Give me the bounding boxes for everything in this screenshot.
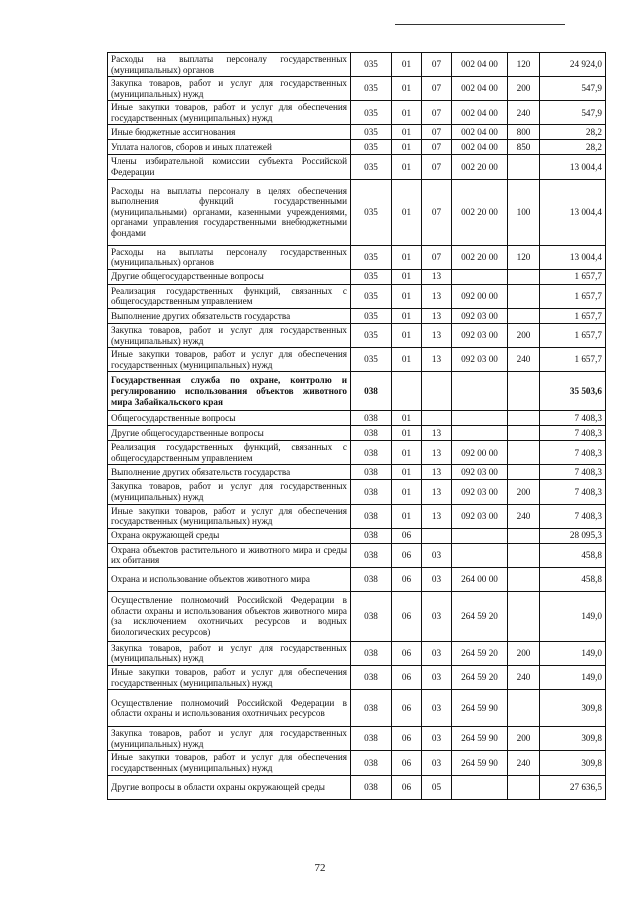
top-rule [395,24,565,25]
code-expense-type [508,567,540,591]
row-name: Общегосударственные вопросы [108,411,351,426]
code-podrazdel: 03 [422,690,452,727]
code-expense-type: 200 [508,480,540,504]
table-row [108,155,606,179]
table-row [108,269,606,284]
row-name: Реализация государственных функций, связанных с общегосударственным управлением [108,441,351,465]
row-amount: 7 408,3 [540,411,606,426]
code-target-article [452,269,508,284]
row-name: Закупка товаров, работ и услуг для государственных (муниципальных) нужд [108,77,351,101]
table-row [108,426,606,441]
code-razdel: 06 [392,690,422,727]
code-ved: 035 [351,269,392,284]
code-razdel: 01 [392,411,422,426]
code-ved: 035 [351,348,392,372]
code-target-article: 264 59 20 [452,666,508,690]
code-podrazdel: 03 [422,591,452,641]
code-razdel: 01 [392,155,422,179]
code-expense-type [508,155,540,179]
row-name: Закупка товаров, работ и услуг для государственных (муниципальных) нужд [108,323,351,347]
code-target-article: 002 20 00 [452,245,508,269]
row-name: Осуществление полномочий Российской Федерации в области охраны и использования охотничьих ресурсов [108,690,351,727]
code-ved: 035 [351,179,392,245]
table-row [108,53,606,77]
table-row [108,179,606,245]
code-expense-type: 240 [508,504,540,528]
row-amount: 28 095,3 [540,528,606,543]
row-amount: 13 004,4 [540,245,606,269]
table-row [108,77,606,101]
row-name: Охрана окружающей среды [108,528,351,543]
row-amount: 7 408,3 [540,441,606,465]
row-amount: 309,8 [540,690,606,727]
code-target-article: 264 59 20 [452,591,508,641]
code-target-article: 002 04 00 [452,77,508,101]
code-ved: 038 [351,543,392,567]
code-target-article [452,411,508,426]
code-ved: 035 [351,125,392,140]
row-name: Иные закупки товаров, работ и услуг для обеспечения государственных (муниципальных) нужд [108,504,351,528]
table-row [108,372,606,411]
row-amount: 149,0 [540,666,606,690]
code-ved: 038 [351,465,392,480]
row-amount: 28,2 [540,140,606,155]
code-podrazdel: 03 [422,567,452,591]
row-name: Уплата налогов, сборов и иных платежей [108,140,351,155]
row-name: Выполнение других обязательств государства [108,465,351,480]
table-row [108,465,606,480]
row-amount: 24 924,0 [540,53,606,77]
code-ved: 038 [351,751,392,775]
code-podrazdel: 13 [422,323,452,347]
code-expense-type: 240 [508,666,540,690]
code-ved: 035 [351,101,392,125]
row-amount: 547,9 [540,101,606,125]
row-amount: 27 636,5 [540,775,606,799]
code-razdel: 01 [392,308,422,323]
table-row [108,666,606,690]
code-expense-type: 100 [508,179,540,245]
code-target-article: 002 20 00 [452,155,508,179]
row-name: Осуществление полномочий Российской Федерации в области охраны и использования объектов животного мира (за исключением охотничьих ресурсов и водных биологических ресурсов) [108,591,351,641]
row-amount: 7 408,3 [540,426,606,441]
code-target-article: 264 59 90 [452,690,508,727]
row-amount: 7 408,3 [540,465,606,480]
code-razdel: 01 [392,77,422,101]
code-podrazdel: 07 [422,140,452,155]
row-amount: 547,9 [540,77,606,101]
table-row [108,543,606,567]
code-podrazdel [422,411,452,426]
code-razdel: 06 [392,591,422,641]
table-row [108,504,606,528]
code-ved: 038 [351,528,392,543]
code-target-article: 092 03 00 [452,308,508,323]
code-podrazdel: 13 [422,504,452,528]
code-razdel: 01 [392,125,422,140]
code-target-article [452,528,508,543]
code-razdel: 01 [392,53,422,77]
code-target-article: 002 04 00 [452,140,508,155]
row-amount: 309,8 [540,751,606,775]
row-amount: 28,2 [540,125,606,140]
row-amount: 149,0 [540,591,606,641]
code-target-article: 092 03 00 [452,348,508,372]
code-target-article: 092 00 00 [452,284,508,308]
table-row [108,727,606,751]
code-expense-type [508,591,540,641]
row-name: Расходы на выплаты персоналу государственных (муниципальных) органов [108,245,351,269]
code-razdel: 01 [392,465,422,480]
code-ved: 035 [351,308,392,323]
code-podrazdel: 13 [422,465,452,480]
code-ved: 038 [351,591,392,641]
code-razdel [392,372,422,411]
row-name: Члены избирательной комиссии субъекта Российской Федерации [108,155,351,179]
code-podrazdel [422,372,452,411]
code-razdel: 01 [392,441,422,465]
table-row [108,480,606,504]
code-expense-type [508,269,540,284]
budget-table [107,52,606,800]
code-ved: 038 [351,690,392,727]
code-podrazdel: 07 [422,77,452,101]
code-razdel: 01 [392,179,422,245]
code-target-article: 092 00 00 [452,441,508,465]
code-target-article: 264 59 90 [452,751,508,775]
row-amount: 7 408,3 [540,504,606,528]
table-row [108,348,606,372]
code-expense-type: 200 [508,77,540,101]
code-expense-type: 850 [508,140,540,155]
code-target-article: 092 03 00 [452,465,508,480]
code-ved: 038 [351,480,392,504]
table-row [108,567,606,591]
code-target-article: 092 03 00 [452,480,508,504]
row-name: Расходы на выплаты персоналу государственных (муниципальных) органов [108,53,351,77]
row-name: Закупка товаров, работ и услуг для государственных (муниципальных) нужд [108,727,351,751]
table-row [108,528,606,543]
table-row [108,591,606,641]
code-target-article: 092 03 00 [452,504,508,528]
row-name: Охрана и использование объектов животного мира [108,567,351,591]
code-target-article: 002 20 00 [452,179,508,245]
code-expense-type [508,543,540,567]
code-podrazdel: 07 [422,179,452,245]
code-expense-type: 240 [508,348,540,372]
code-razdel: 01 [392,140,422,155]
row-name: Иные закупки товаров, работ и услуг для обеспечения государственных (муниципальных) нужд [108,751,351,775]
table-row [108,690,606,727]
row-name: Иные закупки товаров, работ и услуг для обеспечения государственных (муниципальных) нужд [108,101,351,125]
code-expense-type [508,284,540,308]
row-amount: 1 657,7 [540,269,606,284]
code-target-article [452,426,508,441]
row-name: Охрана объектов растительного и животного мира и среды их обитания [108,543,351,567]
row-amount: 458,8 [540,543,606,567]
code-ved: 035 [351,140,392,155]
code-razdel: 01 [392,504,422,528]
code-ved: 038 [351,666,392,690]
code-ved: 035 [351,245,392,269]
row-amount: 13 004,4 [540,155,606,179]
code-razdel: 06 [392,543,422,567]
code-expense-type [508,465,540,480]
code-expense-type [508,411,540,426]
row-amount: 35 503,6 [540,372,606,411]
code-razdel: 01 [392,269,422,284]
row-name: Расходы на выплаты персоналу в целях обеспечения выполнения функций государственными (муниципальными) органами, казенными учреждениями, органами управления государственными внебюджетными фондами [108,179,351,245]
code-expense-type [508,775,540,799]
row-name: Государственная служба по охране, контролю и регулированию использования объектов животного мира Забайкальского края [108,372,351,411]
row-name: Другие общегосударственные вопросы [108,269,351,284]
code-razdel: 01 [392,284,422,308]
code-ved: 035 [351,77,392,101]
table-row [108,441,606,465]
code-target-article: 092 03 00 [452,323,508,347]
row-amount: 1 657,7 [540,308,606,323]
code-expense-type: 240 [508,101,540,125]
code-razdel: 06 [392,528,422,543]
code-podrazdel: 13 [422,480,452,504]
row-amount: 309,8 [540,727,606,751]
row-amount: 13 004,4 [540,179,606,245]
code-podrazdel: 13 [422,284,452,308]
code-expense-type: 240 [508,751,540,775]
code-target-article [452,543,508,567]
table-row [108,308,606,323]
code-podrazdel: 03 [422,727,452,751]
code-ved: 038 [351,441,392,465]
code-ved: 035 [351,323,392,347]
row-amount: 1 657,7 [540,323,606,347]
code-podrazdel: 03 [422,666,452,690]
code-expense-type [508,372,540,411]
row-amount: 458,8 [540,567,606,591]
code-podrazdel: 03 [422,751,452,775]
code-razdel: 01 [392,323,422,347]
code-expense-type [508,308,540,323]
code-ved: 038 [351,775,392,799]
code-target-article: 264 00 00 [452,567,508,591]
row-name: Иные бюджетные ассигнования [108,125,351,140]
table-row [108,284,606,308]
code-ved: 038 [351,727,392,751]
code-target-article [452,372,508,411]
row-amount: 1 657,7 [540,348,606,372]
table-row [108,140,606,155]
code-ved: 038 [351,641,392,665]
row-amount: 149,0 [540,641,606,665]
code-ved: 038 [351,567,392,591]
row-amount: 1 657,7 [540,284,606,308]
code-podrazdel: 07 [422,101,452,125]
code-ved: 035 [351,155,392,179]
row-name: Закупка товаров, работ и услуг для государственных (муниципальных) нужд [108,480,351,504]
code-razdel: 06 [392,567,422,591]
code-target-article [452,775,508,799]
code-ved: 038 [351,372,392,411]
table-row [108,245,606,269]
code-razdel: 01 [392,426,422,441]
budget-table-body [108,53,606,800]
code-expense-type [508,528,540,543]
table-row [108,641,606,665]
code-podrazdel: 07 [422,125,452,140]
page-number: 72 [314,862,326,874]
table-row [108,125,606,140]
code-podrazdel: 03 [422,543,452,567]
code-expense-type: 200 [508,641,540,665]
code-podrazdel: 07 [422,245,452,269]
code-podrazdel: 13 [422,426,452,441]
table-row [108,323,606,347]
code-target-article: 002 04 00 [452,125,508,140]
code-razdel: 06 [392,727,422,751]
code-razdel: 06 [392,641,422,665]
code-ved: 038 [351,504,392,528]
code-razdel: 01 [392,480,422,504]
code-expense-type [508,690,540,727]
code-expense-type: 800 [508,125,540,140]
code-podrazdel: 07 [422,53,452,77]
row-name: Закупка товаров, работ и услуг для государственных (муниципальных) нужд [108,641,351,665]
row-name: Выполнение других обязательств государства [108,308,351,323]
row-amount: 7 408,3 [540,480,606,504]
code-podrazdel: 13 [422,348,452,372]
code-ved: 035 [351,53,392,77]
row-name: Другие вопросы в области охраны окружающей среды [108,775,351,799]
row-name: Иные закупки товаров, работ и услуг для обеспечения государственных (муниципальных) нужд [108,348,351,372]
code-ved: 035 [351,284,392,308]
code-expense-type [508,426,540,441]
code-target-article: 264 59 90 [452,727,508,751]
code-razdel: 06 [392,666,422,690]
code-razdel: 06 [392,751,422,775]
code-expense-type: 200 [508,323,540,347]
code-razdel: 06 [392,775,422,799]
code-expense-type: 120 [508,53,540,77]
code-target-article: 264 59 20 [452,641,508,665]
code-podrazdel: 13 [422,441,452,465]
row-name: Другие общегосударственные вопросы [108,426,351,441]
code-target-article: 002 04 00 [452,53,508,77]
row-name: Реализация государственных функций, связанных с общегосударственным управлением [108,284,351,308]
code-expense-type [508,441,540,465]
code-razdel: 01 [392,101,422,125]
table-row [108,751,606,775]
table-row [108,101,606,125]
code-ved: 038 [351,411,392,426]
code-expense-type: 200 [508,727,540,751]
code-podrazdel: 03 [422,641,452,665]
code-podrazdel: 13 [422,269,452,284]
row-name: Иные закупки товаров, работ и услуг для обеспечения государственных (муниципальных) нужд [108,666,351,690]
code-podrazdel: 07 [422,155,452,179]
code-expense-type: 120 [508,245,540,269]
code-ved: 038 [351,426,392,441]
table-row [108,411,606,426]
table-row [108,775,606,799]
code-podrazdel: 05 [422,775,452,799]
code-podrazdel: 13 [422,308,452,323]
code-razdel: 01 [392,245,422,269]
code-razdel: 01 [392,348,422,372]
code-podrazdel [422,528,452,543]
code-target-article: 002 04 00 [452,101,508,125]
